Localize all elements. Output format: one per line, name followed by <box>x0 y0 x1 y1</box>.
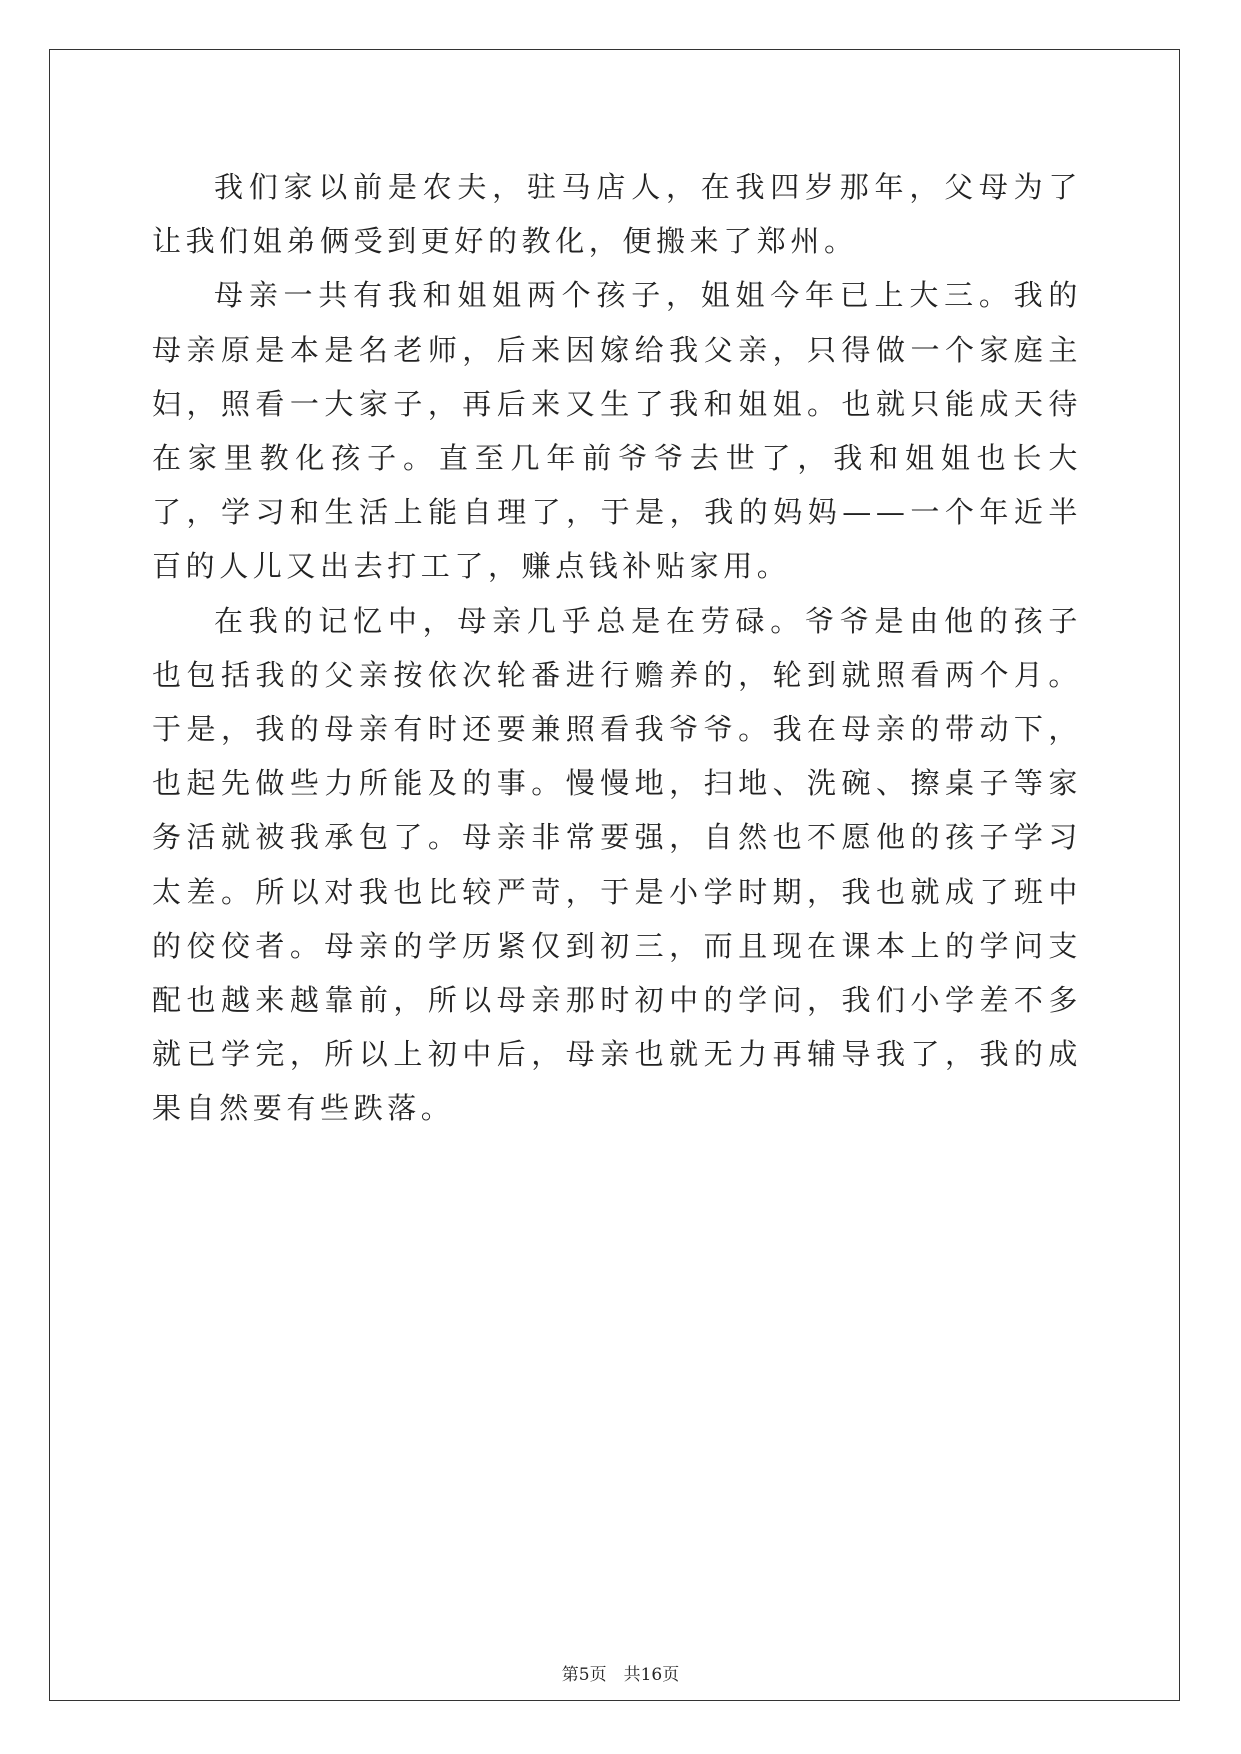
paragraph-3: 在我的记忆中，母亲几乎总是在劳碌。爷爷是由他的孩子也包括我的父亲按依次轮番进行赡养的，轮到就照看两个月。于是，我的母亲有时还要兼照看我爷爷。我在母亲的带动下，也起先做些力所能及的事。慢慢地，扫地、洗碗、擦桌子等家务活就被我承包了。母亲非常要强，自然也不愿他的孩子学习太差。所以对我也比较严苛，于是小学时期，我也就成了班中的佼佼者。母亲的学历紧仅到初三，而且现在课本上的学问支配也越来越靠前，所以母亲那时初中的学问，我们小学差不多就已学完，所以上初中后，母亲也就无力再辅导我了，我的成果自然要有些跌落。 <box>152 603 1082 1126</box>
document-body <box>152 160 1082 1136</box>
paragraph-2: 母亲一共有我和姐姐两个孩子，姐姐今年已上大三。我的母亲原是本是名老师，后来因嫁给我父亲，只得做一个家庭主妇，照看一大家子，再后来又生了我和姐姐。也就只能成天待在家里教化孩子。直至几年前爷爷去世了，我和姐姐也长大了，学习和生活上能自理了，于是，我的妈妈——一个年近半百的人儿又出去打工了，赚点钱补贴家用。 <box>152 278 1082 584</box>
page-number-footer: 第5页 共16页 <box>561 1665 680 1685</box>
paragraph-1: 我们家以前是农夫，驻马店人，在我四岁那年，父母为了让我们姐弟俩受到更好的教化，便搬来了郑州。 <box>152 170 1082 259</box>
